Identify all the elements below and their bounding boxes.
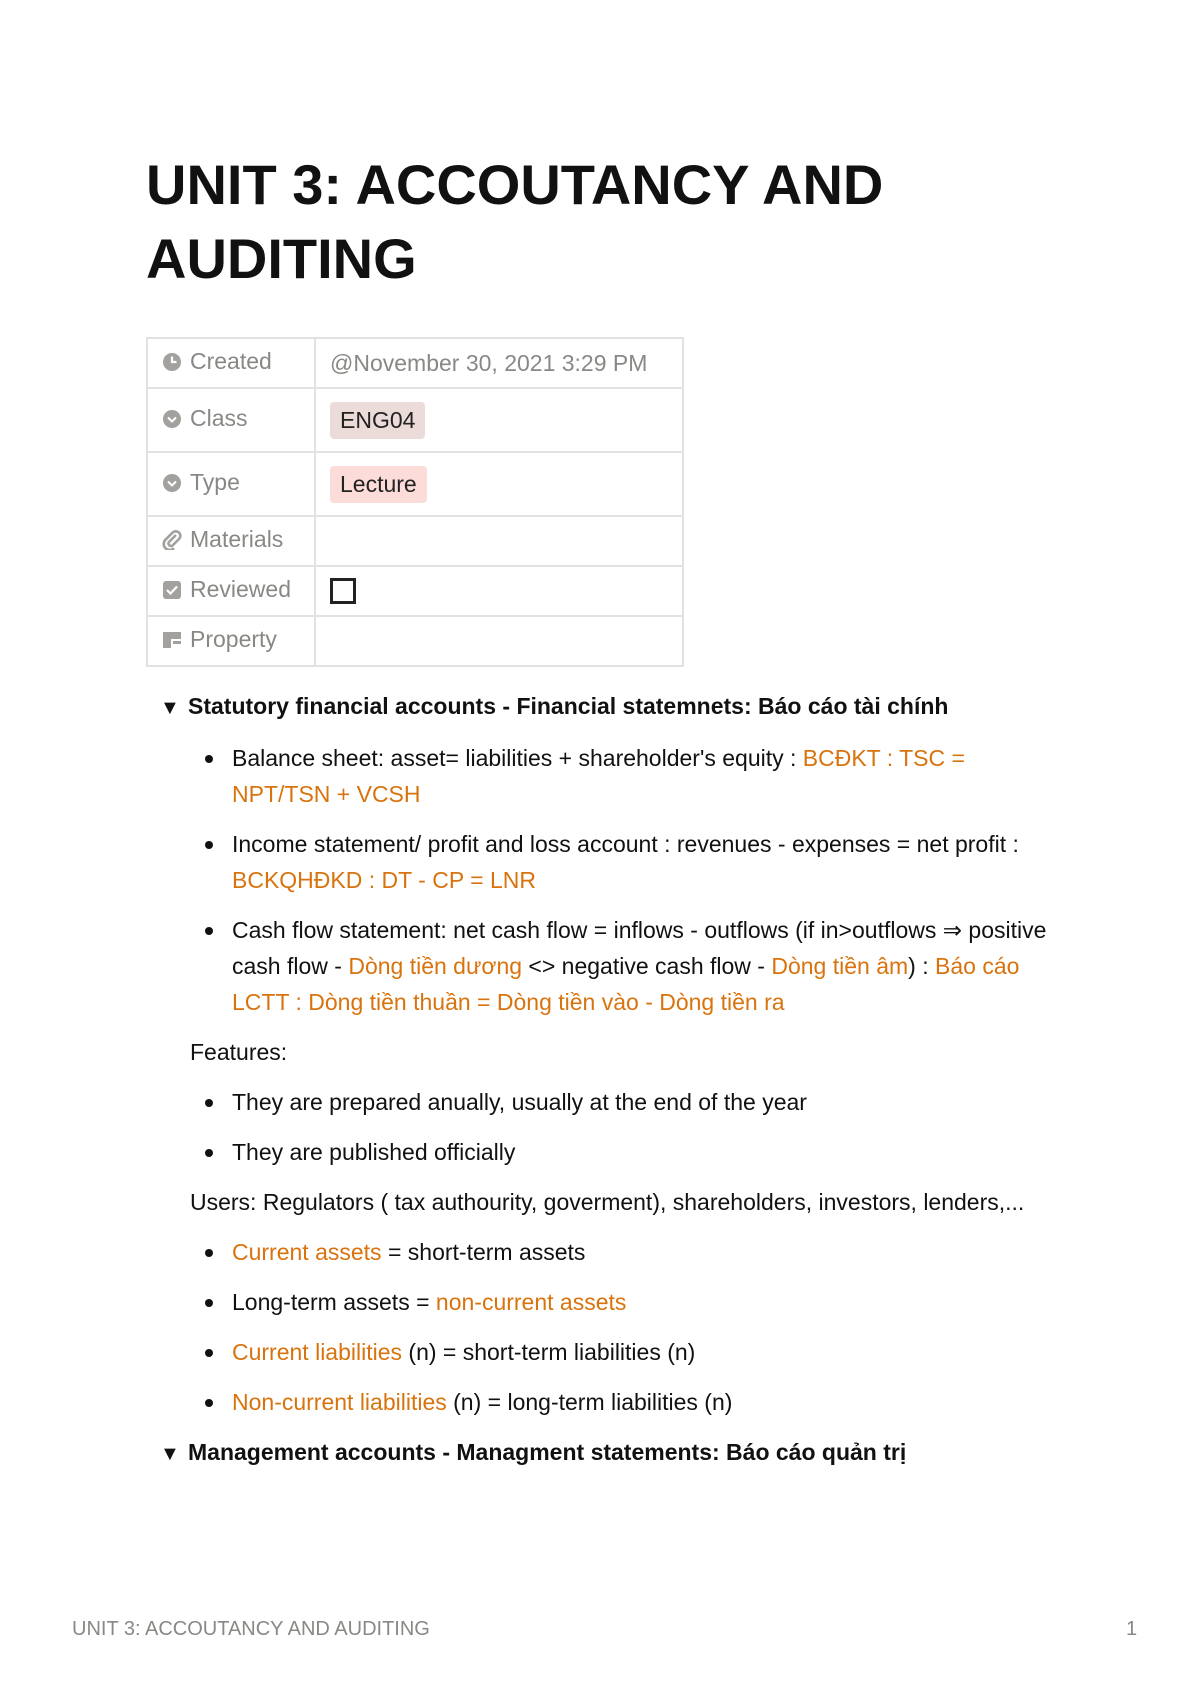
toggle-heading: Statutory financial accounts - Financial statemnets: Báo cáo tài chính <box>188 693 949 719</box>
properties-table <box>146 337 684 667</box>
users-paragraph: Users: Regulators ( tax authourity, goverment), shareholders, investors, lenders,... <box>190 1189 1025 1215</box>
toggle-statutory-accounts[interactable] <box>160 688 1060 726</box>
list-item: Long-term assets = non-current assets <box>232 1284 1060 1320</box>
property-key-reviewed <box>147 566 315 616</box>
materials-value[interactable] <box>315 516 683 566</box>
type-tag[interactable]: Lecture <box>330 466 427 503</box>
toggle-management-accounts[interactable] <box>160 1434 1060 1472</box>
property-row-type <box>147 452 683 516</box>
page-title: UNIT 3: ACCOUTANCY AND AUDITING <box>146 153 884 290</box>
toggle-arrow-icon[interactable]: ▼ <box>160 1443 180 1465</box>
list-item: They are published officially <box>232 1134 1060 1170</box>
page-number: 1 <box>1126 1618 1138 1640</box>
list-item: They are prepared anually, usually at the end of the year <box>232 1084 1060 1120</box>
features-list <box>160 1084 1060 1170</box>
property-key-type <box>147 452 315 516</box>
property-key-property <box>147 616 315 666</box>
class-value-cell[interactable] <box>315 388 683 452</box>
property-label: Type <box>190 469 240 495</box>
property-key-materials <box>147 516 315 566</box>
list-item: Current liabilities (n) = short-term liabilities (n) <box>232 1334 1060 1370</box>
checkbox-icon <box>162 579 182 606</box>
property-row-materials <box>147 516 683 566</box>
property-label: Property <box>190 626 277 652</box>
terms-list <box>160 1234 1060 1420</box>
footer-title: UNIT 3: ACCOUTANCY AND AUDITING <box>72 1618 430 1640</box>
list-item: Cash flow statement: net cash flow = inflows - outflows (if in>outflows ⇒ positive cash flow - Dòng tiền dương <> negative cash flow - Dòng tiền âm) : Báo cáo LCTT : Dòng tiền thuần = Dòng tiền vào - Dòng tiền ra <box>232 912 1060 1020</box>
clock-icon <box>162 351 182 378</box>
property-value[interactable] <box>315 616 683 666</box>
page-content <box>160 688 1060 1472</box>
property-row-class <box>147 388 683 452</box>
reviewed-checkbox[interactable] <box>330 578 356 604</box>
features-label: Features: <box>190 1039 288 1065</box>
list-item: Balance sheet: asset= liabilities + shareholder's equity : BCĐKT : TSC = NPT/TSN + VCSH <box>232 740 1060 812</box>
property-row-created <box>147 338 683 388</box>
list-item: Income statement/ profit and loss account : revenues - expenses = net profit : BCKQHĐKD : DT - CP = LNR <box>232 826 1060 898</box>
select-icon <box>162 408 182 435</box>
property-label: Created <box>190 348 272 374</box>
list-item: Current assets = short-term assets <box>232 1234 1060 1270</box>
property-label: Materials <box>190 526 284 552</box>
property-label: Class <box>190 405 248 431</box>
reviewed-value-cell <box>315 566 683 616</box>
created-value[interactable]: @November 30, 2021 3:29 PM <box>315 338 683 388</box>
property-key-class <box>147 388 315 452</box>
statements-list <box>160 740 1060 1020</box>
toggle-arrow-icon[interactable]: ▼ <box>160 697 180 719</box>
toggle-heading: Management accounts - Managment statements: Báo cáo quản trị <box>188 1439 907 1465</box>
select-icon <box>162 472 182 499</box>
list-item: Non-current liabilities (n) = long-term liabilities (n) <box>232 1384 1060 1420</box>
type-value-cell[interactable] <box>315 452 683 516</box>
attachment-icon <box>162 529 182 556</box>
property-key-created <box>147 338 315 388</box>
property-row-property <box>147 616 683 666</box>
property-row-reviewed <box>147 566 683 616</box>
property-label: Reviewed <box>190 576 291 602</box>
class-tag[interactable]: ENG04 <box>330 402 425 439</box>
text-icon <box>162 629 182 656</box>
